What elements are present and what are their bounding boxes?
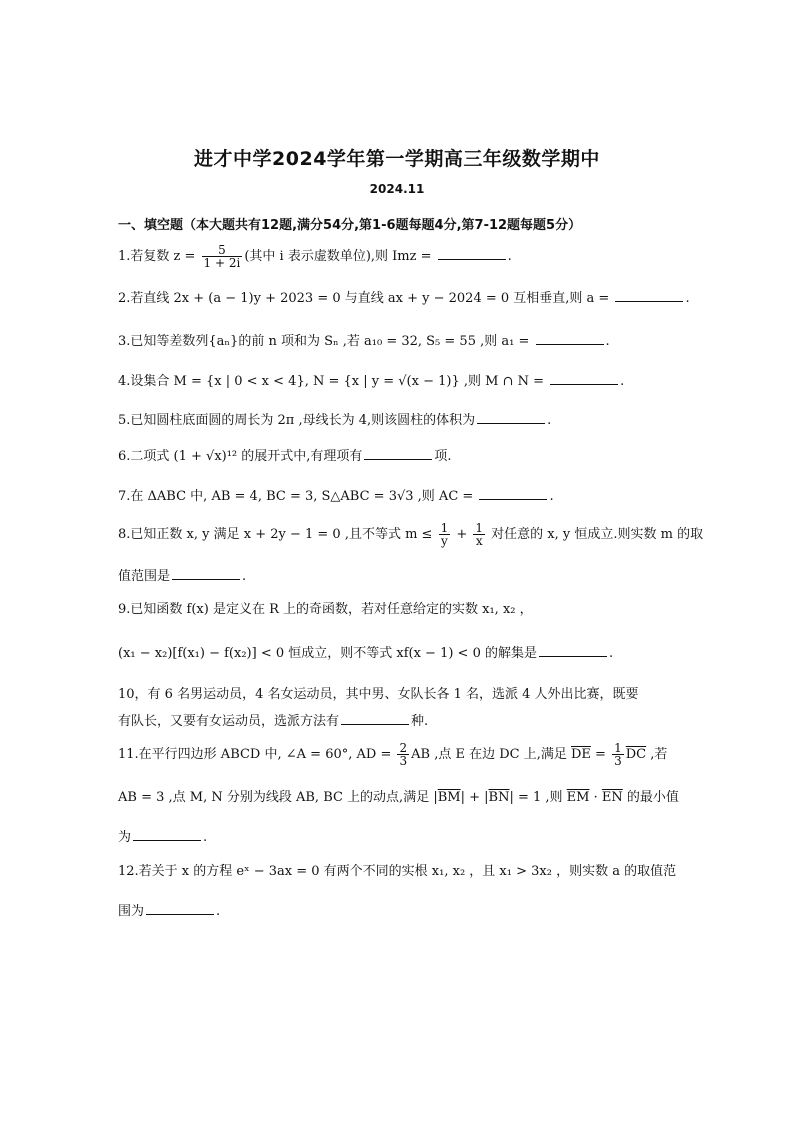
answer-blank[interactable] (477, 422, 545, 424)
question-9 (118, 603, 533, 616)
q6-text-b: 项. (434, 449, 452, 464)
question-7 (118, 490, 554, 503)
question-1 (118, 244, 512, 269)
q8-fraction-2 (473, 522, 485, 547)
q8-plus: + (452, 527, 472, 542)
q11-text-g: 的最小值 (622, 790, 679, 805)
q10-text-b: 有队长，又要有女运动员，选派方法有 (118, 714, 340, 729)
q11-text-c: ,若 (646, 747, 668, 762)
q8-fraction-1 (439, 522, 451, 547)
q9-text-b: (x₁ − x₂)[f(x₁) − f(x₂)] < 0 恒成立，则不等式 xf(x − 1) < 0 的解集是 (118, 646, 537, 661)
page-title: 进才中学2024学年第一学期高三年级数学期中 (194, 148, 600, 170)
q11-dot: · (589, 790, 602, 805)
q3-text-a: 3.已知等差数列{aₙ}的前 n 项和为 Sₙ ,若 a₁₀ = 32, S₅ = 55 ,则 a₁ = (118, 334, 534, 349)
q5-text-b: . (547, 413, 552, 428)
q1-numerator: 5 (202, 244, 243, 257)
q6-text-a: 6.二项式 (1 + √x)¹² 的展开式中,有理项有 (118, 449, 363, 464)
q11-f2-denominator: 3 (614, 754, 622, 768)
q8-text-d: . (242, 569, 247, 584)
question-11-line-2 (118, 791, 679, 804)
answer-blank[interactable] (438, 258, 506, 260)
q9-text-c: . (608, 646, 614, 661)
q1-text-b: (其中 i 表示虚数单位),则 Imz = (244, 249, 436, 264)
q4-text-a: 4.设集合 M = {x | 0 < x < 4}, N = {x | y = √(x − 1)} ,则 M ∩ N = (118, 374, 549, 389)
question-12-line-2 (118, 905, 220, 918)
q10-text-a: 10，有 6 名男运动员，4 名女运动员，其中男、女队长各 1 名，选派 4 人外出比赛，既要 (118, 687, 639, 702)
q1-text-a: 1.若复数 z = (118, 249, 200, 264)
q4-text-b: . (620, 374, 625, 389)
vector-bn: $\overline{BN}$ (488, 790, 510, 805)
answer-blank[interactable] (146, 913, 214, 915)
q11-text-d: AB = 3 ,点 M, N 分别为线段 AB, BC 上的动点,满足 | (118, 790, 438, 805)
q11-text-f: | = 1 ,则 (509, 790, 567, 805)
answer-blank[interactable] (539, 655, 607, 657)
answer-blank[interactable] (615, 300, 683, 302)
answer-blank[interactable] (364, 458, 432, 460)
question-4 (118, 375, 624, 388)
q11-eq: = (590, 747, 611, 762)
answer-blank[interactable] (536, 343, 604, 345)
q1-fraction (202, 244, 243, 269)
vector-em: $\overline{EM}$ (566, 790, 590, 805)
q8-text-b: 对任意的 x, y 恒成立.则实数 m 的取 (487, 527, 704, 542)
q8-f1-numerator: 1 (440, 521, 449, 535)
q1-denominator: 1 + 2i (203, 256, 241, 270)
vector-dc: $\overline{DC}$ (625, 747, 647, 762)
question-2 (118, 292, 690, 305)
q7-text-b: . (549, 489, 554, 504)
q8-f1-denominator: y (441, 534, 448, 548)
q11-text-e: | + | (460, 790, 489, 805)
q11-f1-denominator: 3 (399, 754, 408, 768)
q11-text-i: . (203, 830, 208, 845)
answer-blank[interactable] (479, 498, 547, 500)
q11-text-a: 11.在平行四边形 ABCD 中, ∠A = 60°, AD = (118, 747, 396, 762)
question-11 (118, 742, 667, 767)
question-12 (118, 865, 676, 878)
question-10-line-2 (118, 715, 428, 728)
section-heading: 一、填空题（本大题共有12题,满分54分,第1-6题每题4分,第7-12题每题5分） (118, 218, 582, 233)
exam-date: 2024.11 (369, 182, 425, 196)
q8-f2-numerator: 1 (475, 521, 484, 535)
q1-text-c: . (507, 249, 512, 264)
q11-text-b: AB ,点 E 在边 DC 上,满足 (411, 747, 571, 762)
question-8-line-2 (118, 570, 246, 583)
answer-blank[interactable] (550, 383, 618, 385)
q2-text-a: 2.若直线 2x + (a − 1)y + 2023 = 0 与直线 ax + y − 2024 = 0 互相垂直,则 a = (118, 291, 614, 306)
q7-text-a: 7.在 ΔABC 中, AB = 4, BC = 3, S△ABC = 3√3 ,则 AC = (118, 489, 478, 504)
q8-f2-denominator: x (475, 534, 483, 548)
vector-de: $\overline{DE}$ (571, 747, 591, 762)
q12-text-b: 围为 (118, 904, 145, 919)
q11-fraction-2 (612, 742, 624, 767)
vector-en: $\overline{EN}$ (601, 790, 623, 805)
question-5 (118, 414, 551, 427)
question-10 (118, 688, 639, 701)
q12-text-c: . (216, 904, 221, 919)
question-3 (118, 335, 610, 348)
answer-blank[interactable] (341, 723, 409, 725)
q5-text-a: 5.已知圆柱底面圆的周长为 2π ,母线长为 4,则该圆柱的体积为 (118, 413, 476, 428)
q11-text-h: 为 (118, 830, 132, 845)
q11-fraction-1 (397, 742, 409, 767)
question-9-line-2 (118, 647, 613, 660)
question-8 (118, 522, 703, 547)
answer-blank[interactable] (172, 578, 240, 580)
vector-bm: $\overline{BM}$ (437, 790, 461, 805)
q11-f2-numerator: 1 (614, 741, 622, 755)
q8-text-c: 值范围是 (118, 569, 171, 584)
q3-text-b: . (605, 334, 610, 349)
q12-text-a: 12.若关于 x 的方程 eˣ − 3ax = 0 有两个不同的实根 x₁, x₂ ，且 x₁ > 3x₂ ，则实数 a 的取值范 (118, 864, 677, 879)
q11-f1-numerator: 2 (399, 741, 408, 755)
answer-blank[interactable] (133, 839, 201, 841)
question-6 (118, 450, 452, 463)
q9-text-a: 9.已知函数 f(x) 是定义在 R 上的奇函数，若对任意给定的实数 x₁, x₂ ， (118, 602, 533, 617)
question-11-line-3 (118, 831, 207, 844)
q2-text-b: . (685, 291, 690, 306)
q8-text-a: 8.已知正数 x, y 满足 x + 2y − 1 = 0 ,且不等式 m ≤ (118, 527, 437, 542)
q10-text-c: 种. (411, 714, 429, 729)
